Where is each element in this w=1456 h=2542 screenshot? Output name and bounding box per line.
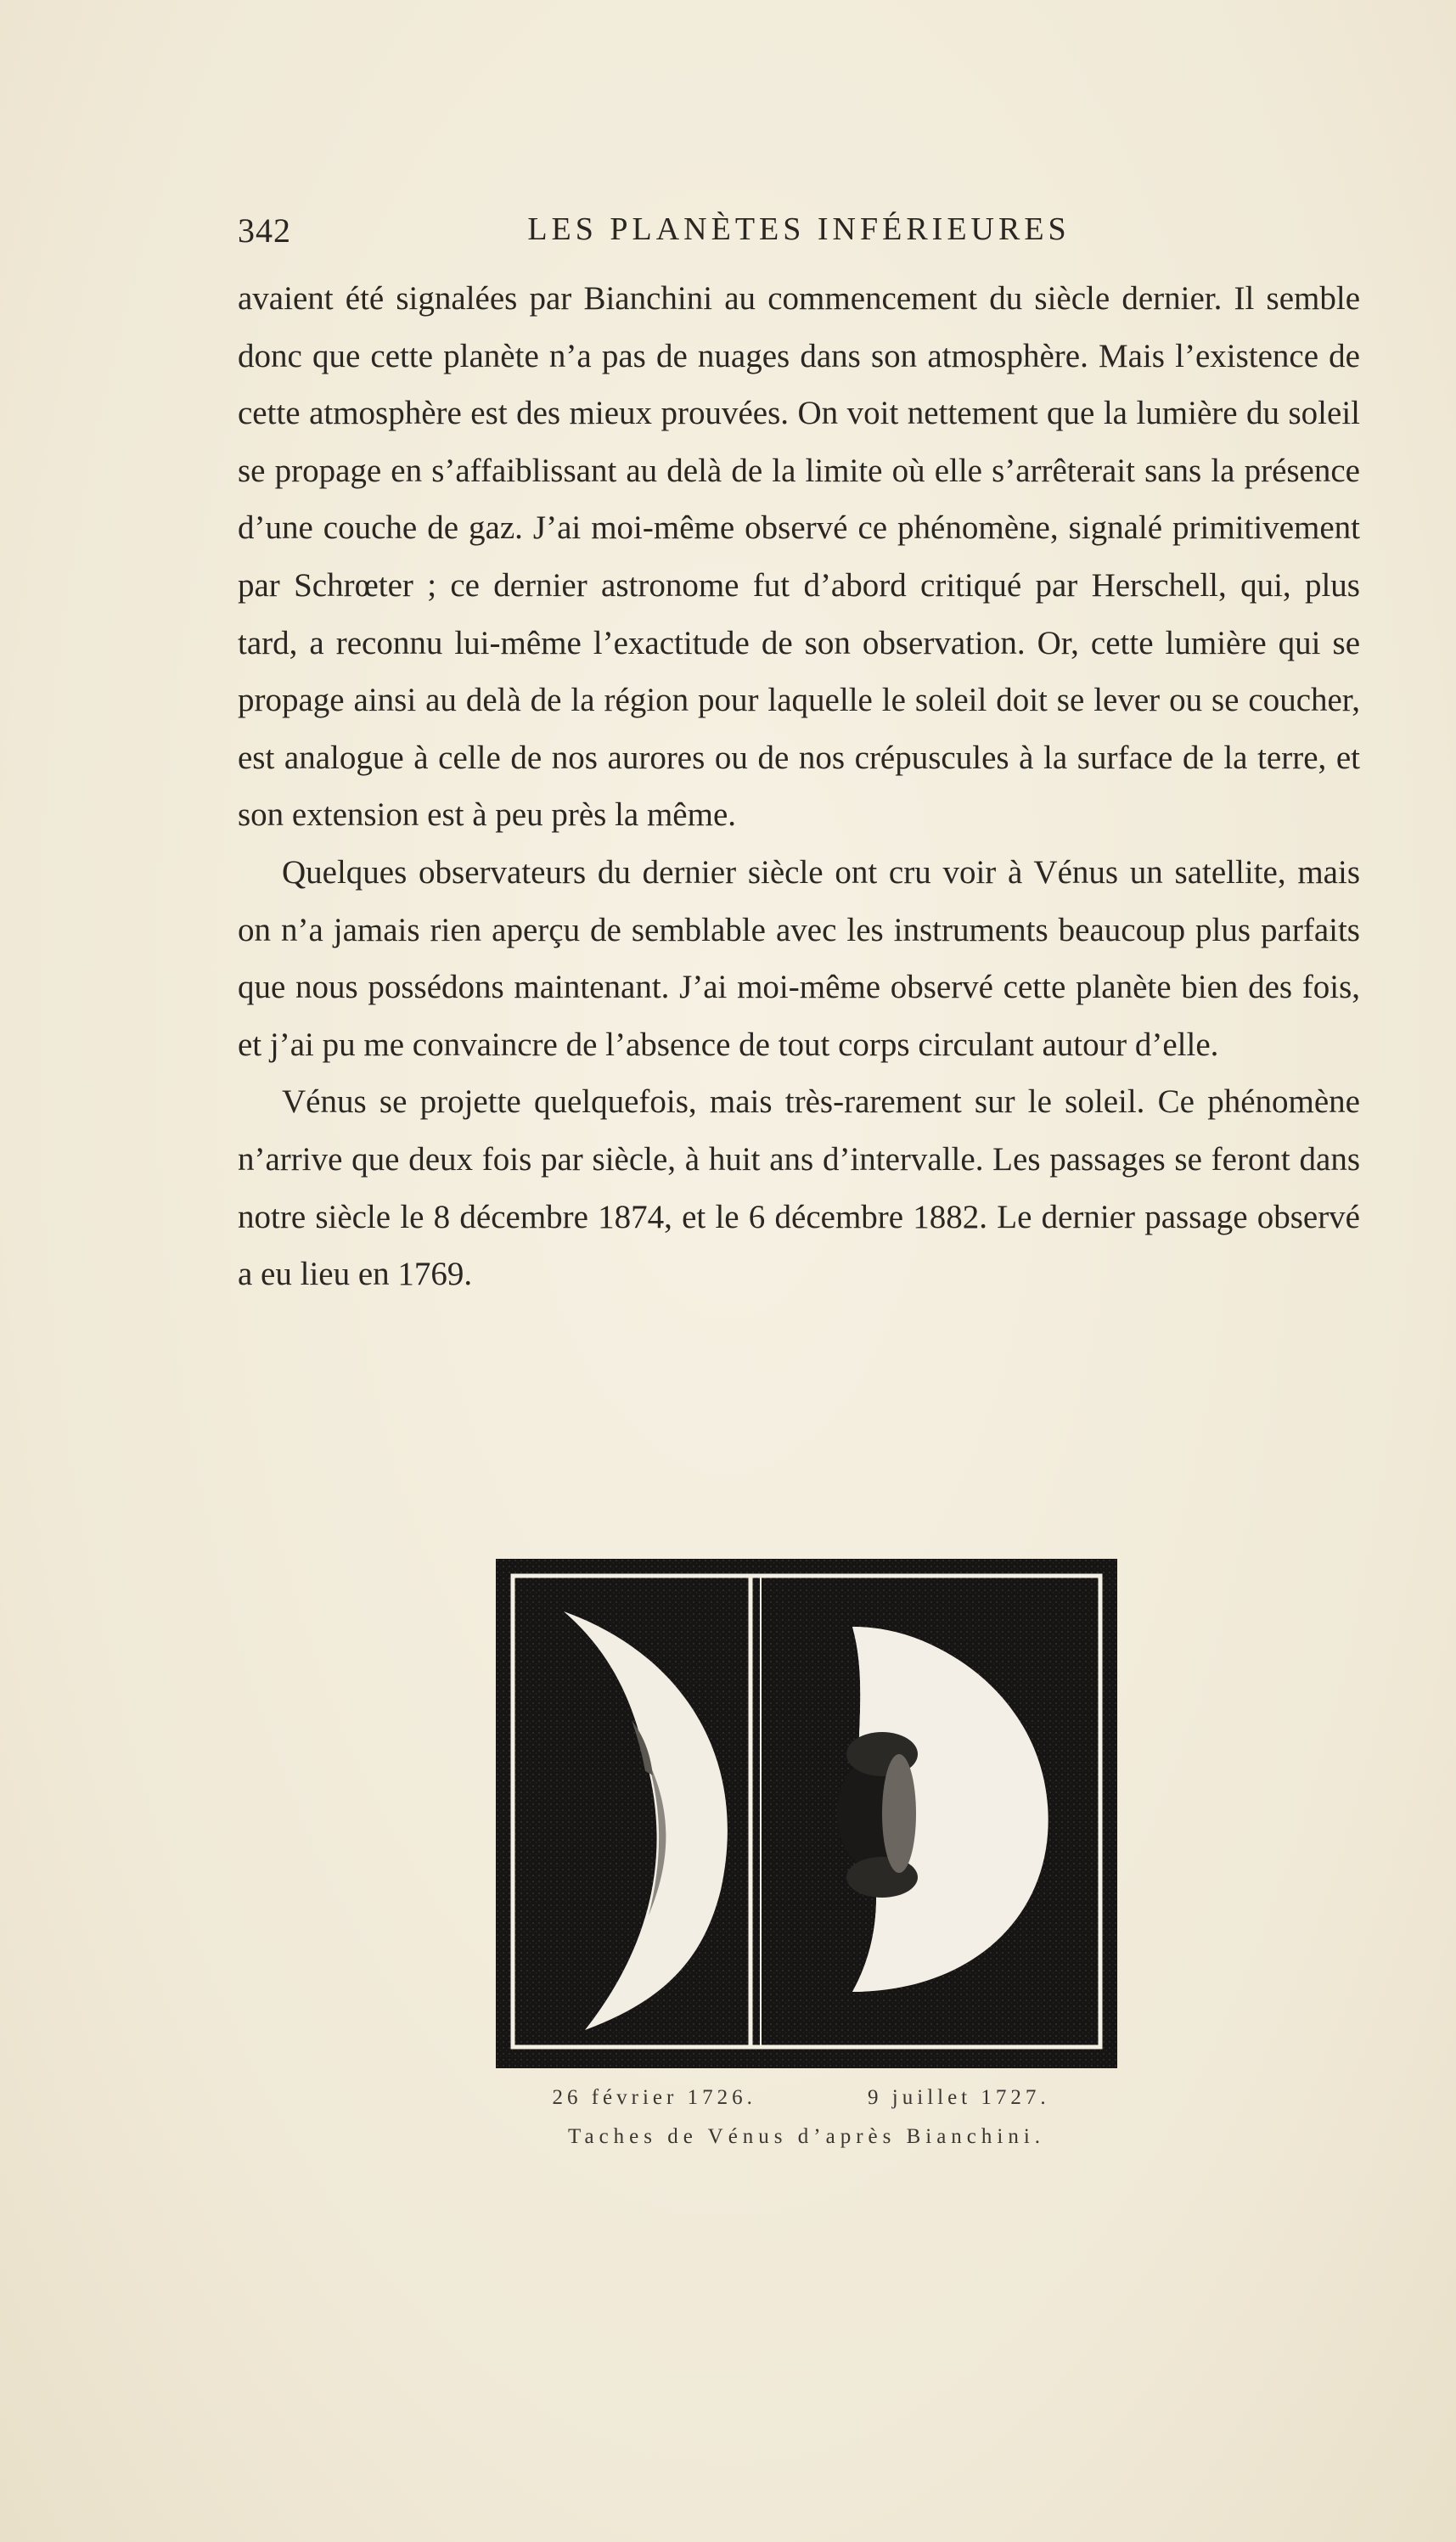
figure-dates: [496, 2086, 1117, 2110]
venus-engraving: [496, 1559, 1117, 2068]
running-head: LES PLANÈTES INFÉRIEURES: [527, 211, 1071, 247]
page-header: [238, 211, 1360, 262]
page-number: 342: [238, 211, 291, 250]
paragraph-atmosphere: avaient été signalées par Bianchini au commencement du siècle dernier. Il semble donc que cette planète n’a pas de nuages dans son atmosphère. Mais l’existence de cette atmosphère est des mieux prouvées. On voit nettement que la lumière du soleil se propage en s’affaiblissant au delà de la limite où elle s’arrêterait sans la présence d’une couche de gaz. J’ai moi-même observé ce phénomène, signalé primitivement par Schrœter ; ce dernier astronome fut d’abord critiqué par Herschell, qui, plus tard, a reconnu lui-même l’exactitude de son observation. Or, cette lumière qui se propage ainsi au delà de la région pour laquelle le soleil doit se lever ou se coucher, est analogue à celle de nos aurores ou de nos crépuscules à la surface de la terre, et son extension est à peu près la même.: [238, 280, 1360, 834]
venus-spots-figure: [496, 1559, 1117, 2068]
body-text: [238, 270, 1360, 1303]
right-date: 9 juillet 1727.: [868, 2086, 1050, 2109]
paragraph-satellite: Quelques observateurs du dernier siècle ont cru voir à Vénus un satellite, mais on n’a jamais rien aperçu de semblable avec les instruments beaucoup plus parfaits que nous possédons maintenant. J’ai moi-même observé cette planète bien des fois, et j’ai pu me convaincre de l’absence de tout corps circulant autour d’elle.: [238, 853, 1360, 1063]
figure-caption: Taches de Vénus d’après Bianchini.: [567, 2125, 1046, 2148]
paragraph-transit: Vénus se projette quelquefois, mais très-rarement sur le soleil. Ce phénomène n’arrive que deux fois par siècle, à huit ans d’intervalle. Les passages se feront dans notre siècle le 8 décembre 1874, et le 6 décembre 1882. Le dernier passage observé a eu lieu en 1769.: [238, 1083, 1360, 1293]
left-date: 26 février 1726.: [552, 2086, 756, 2109]
